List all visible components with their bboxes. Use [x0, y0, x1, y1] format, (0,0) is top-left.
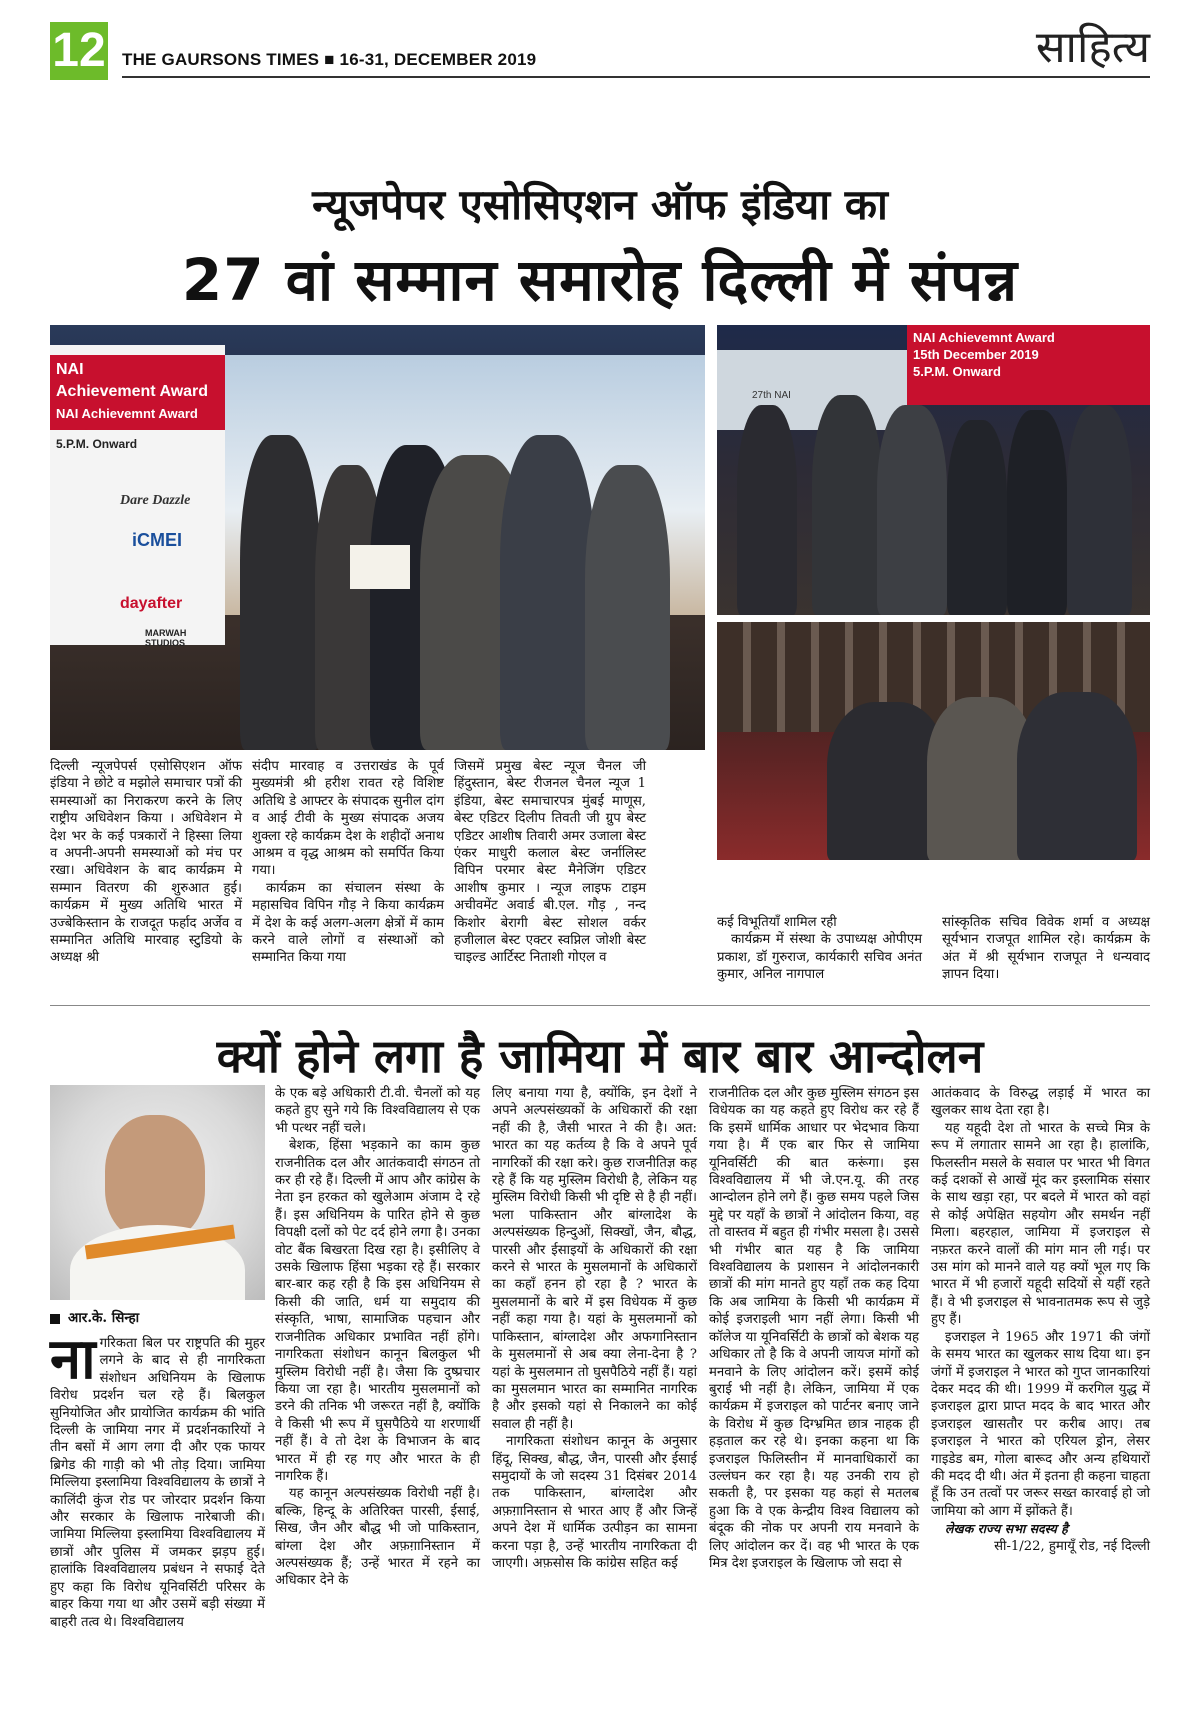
dropcap: ना [50, 1327, 96, 1392]
person-figure [812, 395, 882, 615]
story1-column-1: दिल्ली न्यूजपेपर्स एसोसिएशन ऑफ इंडिया ने छोटे व मझोले समाचार पत्रों की समस्याओं का निराकरण करने के लिए राष्ट्रीय अधिवेशन किया । अधिवेशन मे देश भर के कई पत्रकारों ने हिस्सा लिया व अपनी-अपनी समस्याओं को मंच पर रखा। अधिवेशन के बाद कार्यक्रम मे सम्मान वितरण की शुरुआत हुई। कार्यक्रम में मुख्य अतिथि भारत में उज्बेकिस्तान के राजदूत फर्हाद अर्जेव व सम्मानित अतिथि मारवाह स्टुडियो के अध्यक्ष श्री [50, 759, 242, 966]
person-figure [947, 420, 1007, 615]
story2-column-1: नागरिकता बिल पर राष्ट्रपति की मुहर लगने के बाद से ही नागरिकता संशोधन अधिनियम के खिलाफ विरोध प्रदर्शन चल रहे हैं। बिलकुल सुनियोजित और प्रायोजित कार्यक्रम की भांति दिल्ली के जामिया नगर में प्रदर्शनकारियों ने तीन बसों में आग लगा दी और एक फायर ब्रिगेड की गाड़ी को भी तोड़ दिया। जामिया मिल्लिया इस्लामिया विश्वविद्यालय के छात्रों ने कालिंदी कुंज रोड पर जोरदार प्रदर्शन किया और सरकार के खिलाफ नारेबाजी की। जामिया मिल्लिया इस्लामिया विश्वविद्यालय में छात्रों और पुलिस में जमकर झड़प हुई। हालांकि विश्वविद्यालय प्रबंधन ने सफाई देते हुए कहा कि विरोध यूनिवर्सिटी परिसर के बाहर किया गया था और उसमें बड़ी संख्या में बाहरी तत्व थे। विश्वविद्यालय [50, 1327, 265, 1630]
masthead-rule [122, 76, 1150, 78]
sponsor-backdrop [50, 345, 225, 648]
sponsor-dayafter: dayafter [120, 595, 183, 612]
person-figure [1017, 692, 1137, 860]
byline: आर.के. सिन्हा [50, 1308, 139, 1326]
person-figure [1067, 405, 1132, 615]
person-figure [585, 465, 670, 750]
person-figure [240, 435, 320, 750]
story1-column-3: जिसमें प्रमुख बेस्ट न्यूज चैनल जी हिंदुस्तान, बेस्ट रीजनल चैनल न्यूज 1 इंडिया, बेस्ट समाचारपत्र मुंबई माणूस, बेस्ट एडिटर दिलीप तिवती जी ग्रुप बेस्ट एडिटर आशीष तिवारी अमर उजाला बेस्ट एंकर माधुरी कलाल बेस्ट जर्नालिस्ट विपिन परमार बेस्ट मैनेजिंग एडिटर आशीष कुमार । न्यूज लाइफ टाइम अचीवमेंट अवार्ड बी.एल. गौड़ , नन्द किशोर बेरागी बेस्ट सोशल वर्कर हजीलाल बेस्ट एक्टर स्वप्निल जोशी बेस्ट चाइल्ड आर्टिस्ट निताशी गोएल व [454, 759, 646, 966]
sponsor-daredazzle: Dare Dazzle [120, 493, 191, 508]
stage-screen: 27th NAI [717, 350, 907, 430]
story2-column-4: राजनीतिक दल और कुछ मुस्लिम संगठन इस विधेयक का यह कहते हुए विरोध कर रहे हैं कि इसमें धार्मिक आधार पर भेदभाव किया गया है। मैं एक बार फिर से जामिया यूनिवर्सिटी की बात करूंगा। इस विश्वविद्यालय में भी जे.एन.यू. की तरह आन्दोलन होने लगे हैं। कुछ समय पहले जिस मुद्दे पर यहाँ के छात्रों ने आंदोलन किया, वह तो वास्तव में बहुत ही गंभीर मसला है। उससे भी गंभीर बात यह है कि जामिया विश्वविद्यालय के प्रशासन ने आंदोलनकारी छात्रों की मांग मानते हुए यहाँ तक कह दिया कि अब जामिया के किसी भी कार्यक्रम में कोई इजराइली भाग नहीं लेगा। किसी भी कॉलेज या यूनिवर्सिटी के छात्रों को बेशक यह अधिकार तो है कि वे अपनी जायज मांगों को मनवाने के लिए आंदोलन करें। इसमें कोई बुराई भी नहीं है। लेकिन, जामिया में एक कार्यक्रम में इजराइल को पार्टनर बनाए जाने के विरोध में कुछ दिग्भ्रमित छात्र नाहक ही हड़ताल कर रहे थे। इनका कहना था कि इजराइल फिलिस्तीन में मानवाधिकारों का उल्लंघन कर रहा है। यह उनकी राय हो सकती है, पर इसका यह कहां से मतलब हुआ कि वे एक केन्द्रीय विश्व विद्यालय को बंदूक की नोक पर अपनी राय मनवाने के लिए आंदोलन कर दें। वह भी भारत के एक मित्र देश इजराइल के खिलाफ जो सदा से [709, 1086, 919, 1571]
author-photo [50, 1085, 265, 1300]
story1-headline-line1: न्यूजपेपर एसोसिएशन ऑफ इंडिया का [312, 180, 888, 229]
sponsor-marwah: MARWAH STUDIOS [145, 628, 187, 648]
section-tag: साहित्य [1035, 22, 1150, 73]
story1-headline-line2: 27 वां सम्मान समारोह दिल्ली में संपन्न [181, 246, 1019, 314]
story1-column-4: कई विभूतियाँ शामिल रही कार्यक्रम में संस्था के उपाध्यक्ष ओपीएम प्रकाश, डॉ गुरुराज, कार्यकारी सचिव अनंत कुमार, अनिल नागपाल [717, 915, 922, 983]
photo-lamp-lighting [717, 325, 1150, 615]
person-figure [737, 405, 797, 615]
certificate [350, 545, 410, 589]
banner-time: 5.P.M. Onward [56, 437, 138, 451]
section-divider [50, 1005, 1150, 1006]
person-figure [1007, 410, 1067, 615]
author-address: सी-1/22, हुमायूँ रोड, नई दिल्ली [994, 1538, 1150, 1554]
award-banner: NAI Achievement Award NAI Achievemnt Award [50, 355, 225, 430]
person-figure [500, 435, 595, 750]
author-note: लेखक राज्य सभा सदस्य है [945, 1521, 1068, 1537]
page-number: 12 [50, 22, 108, 80]
story1-column-2: संदीप मारवाह व उत्तराखंड के पूर्व मुख्यमंत्री श्री हरीश रावत रहे विशिष्ट अतिथि डे आफ्टर के संपादक सुनील दांग व आई टीवी के मुख्य संपादक अजय शुक्ला रहे कार्यक्रम देश के शहीदों अनाथ आश्रम व वृद्ध आश्रम को समर्पित किया गया। कार्यक्रम का संचालन संस्था के महासचिव विपिन गौड़ ने किया कार्यक्रम में देश के कई अलग-अलग क्षेत्रों में काम करने वाले लोगों व संस्थाओं को सम्मानित किया गया [252, 759, 444, 966]
paper-name: THE GAURSONS TIMES ■ 16-31, DECEMBER 2019 [122, 50, 537, 69]
photo-audience [717, 622, 1150, 860]
story2-column-3: लिए बनाया गया है, क्योंकि, इन देशों ने अपने अल्पसंख्यकों के अधिकारों की रक्षा नहीं की है, जैसी भारत ने की है। अत: भारत का यह कर्तव्य है कि वे अपने पूर्व नागरिकों की रक्षा करे। कुछ राजनीतिज्ञ कह रहे हैं कि यह मुस्लिम विरोधी है, लेकिन यह मुस्लिम विरोधी किसी भी दृष्टि से है ही नहीं। भला पाकिस्तान और बांग्लादेश के अल्पसंख्यक हिन्दुओं, सिक्खों, जैन, बौद्ध, पारसी और ईसाइयों के अधिकारों की रक्षा करने से भारत के मुसलमानों के अधिकारों का कहाँ हनन हो रहा है ? भारत के मुसलमानों के बारे में इस विधेयक में कुछ नहीं कहा गया है। यहां के मुसलमानों को पाकिस्तान, बांग्लादेश और अफगानिस्तान के मुसलमानों से अब क्या लेना-देना है ? यहां के मुसलमान तो घुसपैठिये नहीं हैं। यहां का मुसलमान भारत का सम्मानित नागरिक है और इसको यहां से निकालने का कोई सवाल ही नहीं है। नागरिकता संशोधन कानून के अनुसार हिंदू, सिक्ख, बौद्ध, जैन, पारसी और ईसाई समुदायों के जो सदस्य 31 दिसंबर 2014 तक पाकिस्तान, बांग्लादेश और अफ़ग़ानिस्तान से भारत आए हैं और जिन्हें अपने देश में धार्मिक उत्पीड़न का सामना करना पड़ा है, उन्हें भारतीय नागरिकता दी जाएगी। अफ़सोस कि कांग्रेस सहित कई [492, 1086, 697, 1571]
story1-column-5: सांस्कृतिक सचिव विवेक शर्मा व अध्यक्ष सूर्यभान राजपूत शामिल रहे। कार्यक्रम के अंत में श्री सूर्यभान राजपूत ने धन्यवाद ज्ञापन दिया। [942, 915, 1150, 983]
award-banner: NAI Achievemnt Award 15th December 2019 5.P.M. Onward [907, 325, 1150, 405]
photo-award-stage [50, 325, 705, 750]
story2-headline: क्यों होने लगा है जामिया में बार बार आन्दोलन [216, 1029, 984, 1083]
masthead [50, 22, 1150, 82]
sponsor-icmei: iCMEI [132, 530, 183, 550]
story2-column-2: के एक बड़े अधिकारी टी.वी. चैनलों को यह कहते हुए सुने गये कि विश्वविद्यालय से एक भी पत्थर नहीं चले। बेशक, हिंसा भड़काने का काम कुछ राजनीतिक दल और आतंकवादी संगठन तो कर ही रहे हैं। दिल्ली में आप और कांग्रेस के नेता इन हरकत को खुलेआम अंजाम दे रहे हैं। इस अधिनियम के पारित होने से कुछ विपक्षी दलों को पेट दर्द होने लगा है। उनका वोट बैंक बिखरता दिख रहा है। इसीलिए वे उसके खिलाफ हिंसा भड़का रहे हैं। सरकार बार-बार कह रही है कि इस अधिनियम से किसी की जाति, धर्म या समुदाय की संस्कृति, भाषा, सामाजिक पहचान और राजनीतिक अधिकार प्रभावित नहीं होंगे। नागरिकता संशोधन कानून बिलकुल भी मुस्लिम विरोधी नहीं है। जैसा कि दुष्प्रचार किया जा रहा है। भारतीय मुसलमानों को डरने की तनिक भी जरूरत नहीं है, क्योंकि वे किसी भी रूप में घुसपैठिये या शरणार्थी नहीं हैं। वे तो देश के विभाजन के बाद भारत में ही रह गए और भारत के ही नागरिक हैं। यह कानून अल्पसंख्यक विरोधी नहीं है। बल्कि, हिन्दू के अतिरिक्त पारसी, ईसाई, सिख, जैन और बौद्ध भी जो पाकिस्तान, बांग्ला देश और अफ़ग़ानिस्तान में अल्पसंख्यक हैं; उन्हें भारत में रहने का अधिकार देने के [275, 1086, 480, 1589]
person-figure [877, 405, 947, 615]
author-face [105, 1115, 205, 1240]
story2-column-5: आतंकवाद के विरुद्ध लड़ाई में भारत का खुलकर साथ देता रहा है। यह यहूदी देश तो भारत के सच्चे मित्र के रूप में लगातार सामने आ रहा है। हालांकि, फिलस्तीन मसले के सवाल पर भारत भी विगत कई दशकों से आखें मूंद कर इस्लामिक संसार के साथ खड़ा रहा, पर बदले में भारत को वहां से कोई अपेक्षित सहयोग और समर्थन नहीं मिला। बहरहाल, जामिया में इजराइल से नफ़रत करने वालों की मांग मान ली गई। पर उस मांग को मानने वाले यह क्यों भूल गए कि भारत में भी हजारों यहूदी सदियों से यहीं रहते हैं। वे भी इजराइल से भावनातमक रूप से जुड़े हुए हैं। इजराइल ने 1965 और 1971 की जंगों के समय भारत का खुलकर साथ दिया था। इन जंगों में इजराइल ने भारत को गुप्त जानकारियां देकर मदद की थी। 1999 में करगिल युद्ध में इजराइल द्वारा प्राप्त मदद के बाद भारत और इजराइल खासतौर पर करीब आए। तब इजराइल ने भारत को एरियल ड्रोन, लेसर गाइडेड बम, गोला बारूद और अन्य हथियारों की मदद दी थी। अंत में इतना ही कहना चाहता हूँ कि उन तत्वों पर जरूर सख्त कारवाई हो जो जामिया को आग में झोंकते हैं। लेखक राज्य सभा सदस्य है सी-1/22, हुमायूँ रोड, नई दिल्ली [931, 1086, 1150, 1554]
byline-square-icon [50, 1314, 60, 1324]
